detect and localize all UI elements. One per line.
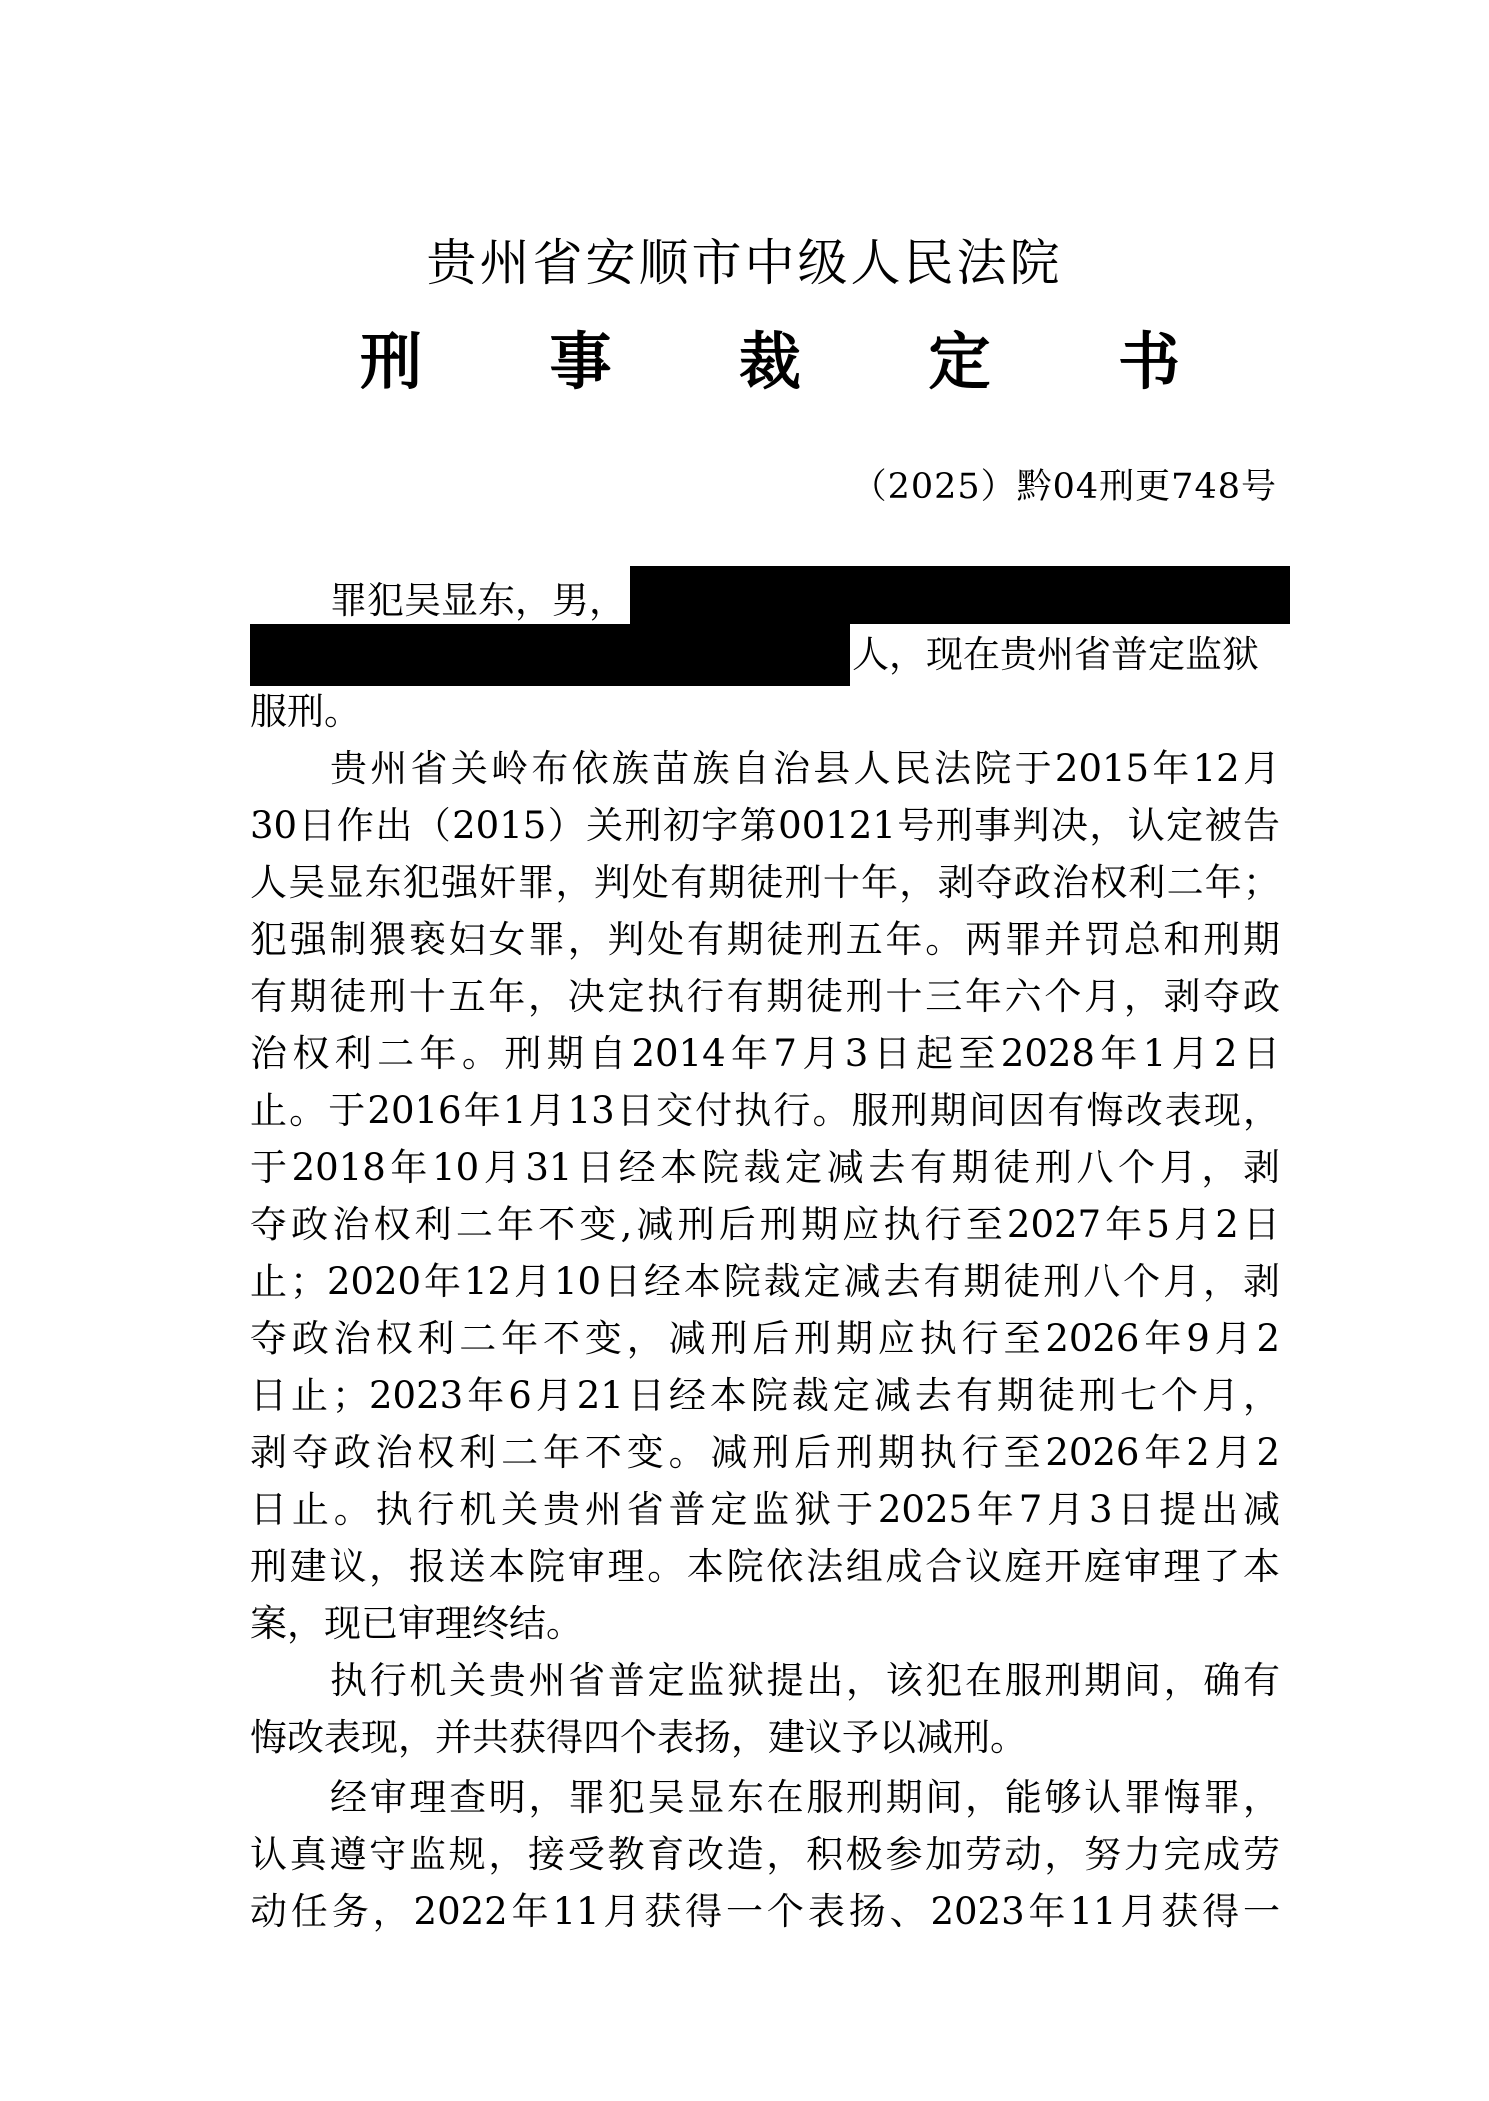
body-line: 服刑。 bbox=[250, 690, 361, 733]
body-line: 治权利二年。刑期自2014年7月3日起至2028年1月2日 bbox=[250, 1032, 1280, 1075]
body-line: 日止。执行机关贵州省普定监狱于2025年7月3日提出减 bbox=[250, 1488, 1280, 1531]
body-line: 案，现已审理终结。 bbox=[250, 1602, 583, 1645]
title-char: 事 bbox=[549, 325, 612, 398]
body-line: 夺政治权利二年不变,减刑后刑期应执行至2027年5月2日 bbox=[250, 1203, 1280, 1246]
body-line: 有期徒刑十五年，决定执行有期徒刑十三年六个月，剥夺政 bbox=[250, 975, 1280, 1018]
document-title bbox=[360, 322, 1180, 402]
redaction-bar bbox=[630, 566, 1290, 624]
body-line: 夺政治权利二年不变，减刑后刑期应执行至2026年9月2 bbox=[250, 1317, 1280, 1360]
body-line: 人吴显东犯强奸罪，判处有期徒刑十年，剥夺政治权利二年； bbox=[250, 861, 1280, 904]
body-line: 刑建议，报送本院审理。本院依法组成合议庭开庭审理了本 bbox=[250, 1545, 1280, 1588]
body-line: 罪犯吴显东，男， bbox=[330, 579, 626, 622]
title-char: 裁 bbox=[738, 325, 801, 398]
title-char: 刑 bbox=[360, 325, 423, 398]
body-line: 经审理查明，罪犯吴显东在服刑期间，能够认罪悔罪， bbox=[330, 1776, 1280, 1819]
title-char: 书 bbox=[1117, 325, 1180, 398]
body-line: 日止；2023年6月21日经本院裁定减去有期徒刑七个月， bbox=[250, 1374, 1280, 1417]
body-line: 人，现在贵州省普定监狱 bbox=[852, 633, 1259, 676]
body-line: 贵州省关岭布依族苗族自治县人民法院于2015年12月 bbox=[330, 747, 1280, 790]
body-line: 止；2020年12月10日经本院裁定减去有期徒刑八个月，剥 bbox=[250, 1260, 1280, 1303]
body-line: 剥夺政治权利二年不变。减刑后刑期执行至2026年2月2 bbox=[250, 1431, 1280, 1474]
case-number: （2025）黔04刑更748号 bbox=[851, 467, 1277, 507]
court-name: 贵州省安顺市中级人民法院 bbox=[426, 234, 1063, 292]
body-line: 于2018年10月31日经本院裁定减去有期徒刑八个月，剥 bbox=[250, 1146, 1280, 1189]
redaction-bar bbox=[250, 624, 850, 686]
title-char: 定 bbox=[928, 325, 991, 398]
body-line: 执行机关贵州省普定监狱提出，该犯在服刑期间，确有 bbox=[330, 1659, 1280, 1702]
body-line: 30日作出（2015）关刑初字第00121号刑事判决，认定被告 bbox=[250, 804, 1280, 847]
body-line: 止。于2016年1月13日交付执行。服刑期间因有悔改表现， bbox=[250, 1089, 1280, 1132]
body-line: 悔改表现，并共获得四个表扬，建议予以减刑。 bbox=[250, 1716, 1027, 1759]
body-line: 认真遵守监规，接受教育改造，积极参加劳动，努力完成劳 bbox=[250, 1833, 1280, 1876]
body-line: 动任务，2022年11月获得一个表扬、2023年11月获得一 bbox=[250, 1890, 1280, 1933]
body-line: 犯强制猥亵妇女罪，判处有期徒刑五年。两罪并罚总和刑期 bbox=[250, 918, 1280, 961]
